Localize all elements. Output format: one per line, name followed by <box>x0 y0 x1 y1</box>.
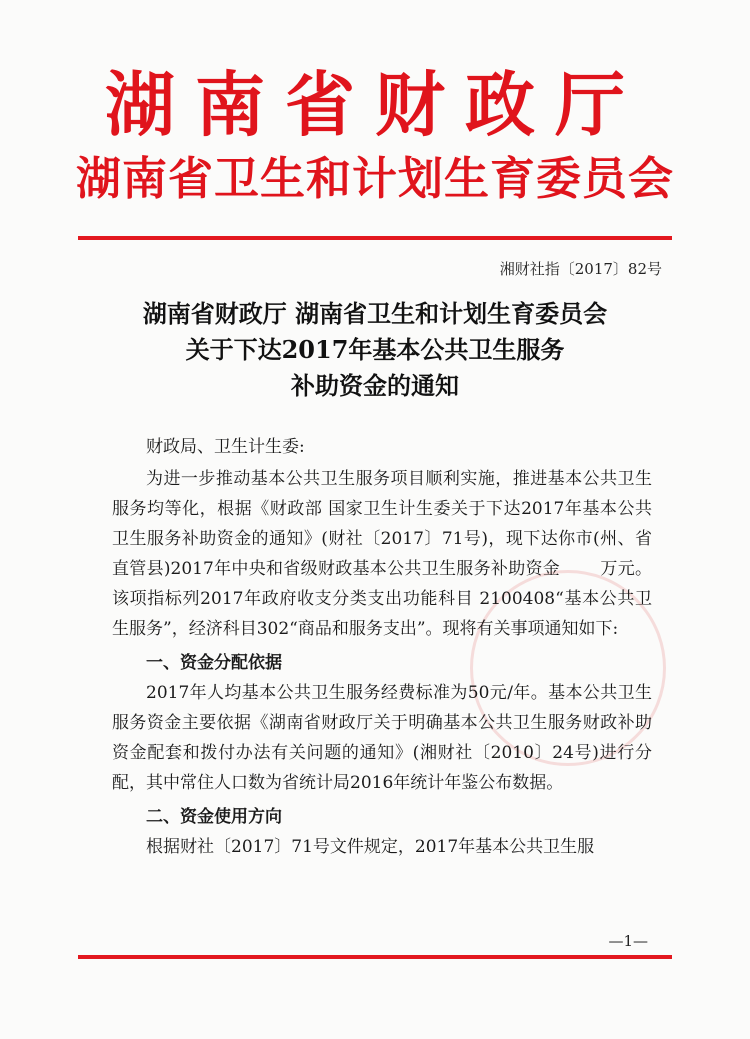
title-line-2: 关于下达2017年基本公共卫生服务 <box>185 335 565 364</box>
title-line-3: 补助资金的通知 <box>291 371 459 400</box>
section-heading-2: 二、资金使用方向 <box>146 807 282 827</box>
paragraph-allocation: 2017年人均基本公共卫生服务经费标准为50元/年。基本公共卫生服务资金主要依据《湖南省财政厅关于明确基本公共卫生服务财政补助资金配套和拨付办法有关问题的通知》(湘财社〔2010〕24号)进行分配，其中常住人口数为省统计局2016年统计年鉴公布数据。 <box>112 683 652 793</box>
page-number: —1— <box>608 932 648 950</box>
header-red-divider <box>78 236 672 240</box>
document-body <box>112 432 652 862</box>
header-org-finance: 湖南省财政厅 <box>105 64 645 146</box>
header-org-health: 湖南省卫生和计划生育委员会 <box>75 152 674 205</box>
paragraph-intro-part1: 为进一步推动基本公共卫生服务项目顺利实施，推进基本公共卫生服务均等化，根据《财政部 国家卫生计生委关于下达2017年基本公共卫生服务补助资金的通知》(财社〔2017〕71号)，现下达你市(州、省直管县)2017年中央和省级财政基本公共卫生服务补助资金 <box>112 469 652 579</box>
paragraph-intro-part2: 万元。该项指标列2017年政府收支分类支出功能科目 2100408“基本公共卫生服务”，经济科目302“商品和服务支出”。现将有关事项通知如下: <box>112 559 652 639</box>
footer-red-divider <box>78 955 672 959</box>
document-title <box>0 296 750 404</box>
title-line-1: 湖南省财政厅 湖南省卫生和计划生育委员会 <box>142 299 608 328</box>
paragraph-usage: 根据财社〔2017〕71号文件规定，2017年基本公共卫生服 <box>146 837 595 857</box>
paragraph-intro <box>112 464 652 644</box>
document-number: 湘财社指〔2017〕82号 <box>499 260 662 278</box>
salutation: 财政局、卫生计生委: <box>146 437 305 457</box>
section-heading-1: 一、资金分配依据 <box>146 653 282 673</box>
